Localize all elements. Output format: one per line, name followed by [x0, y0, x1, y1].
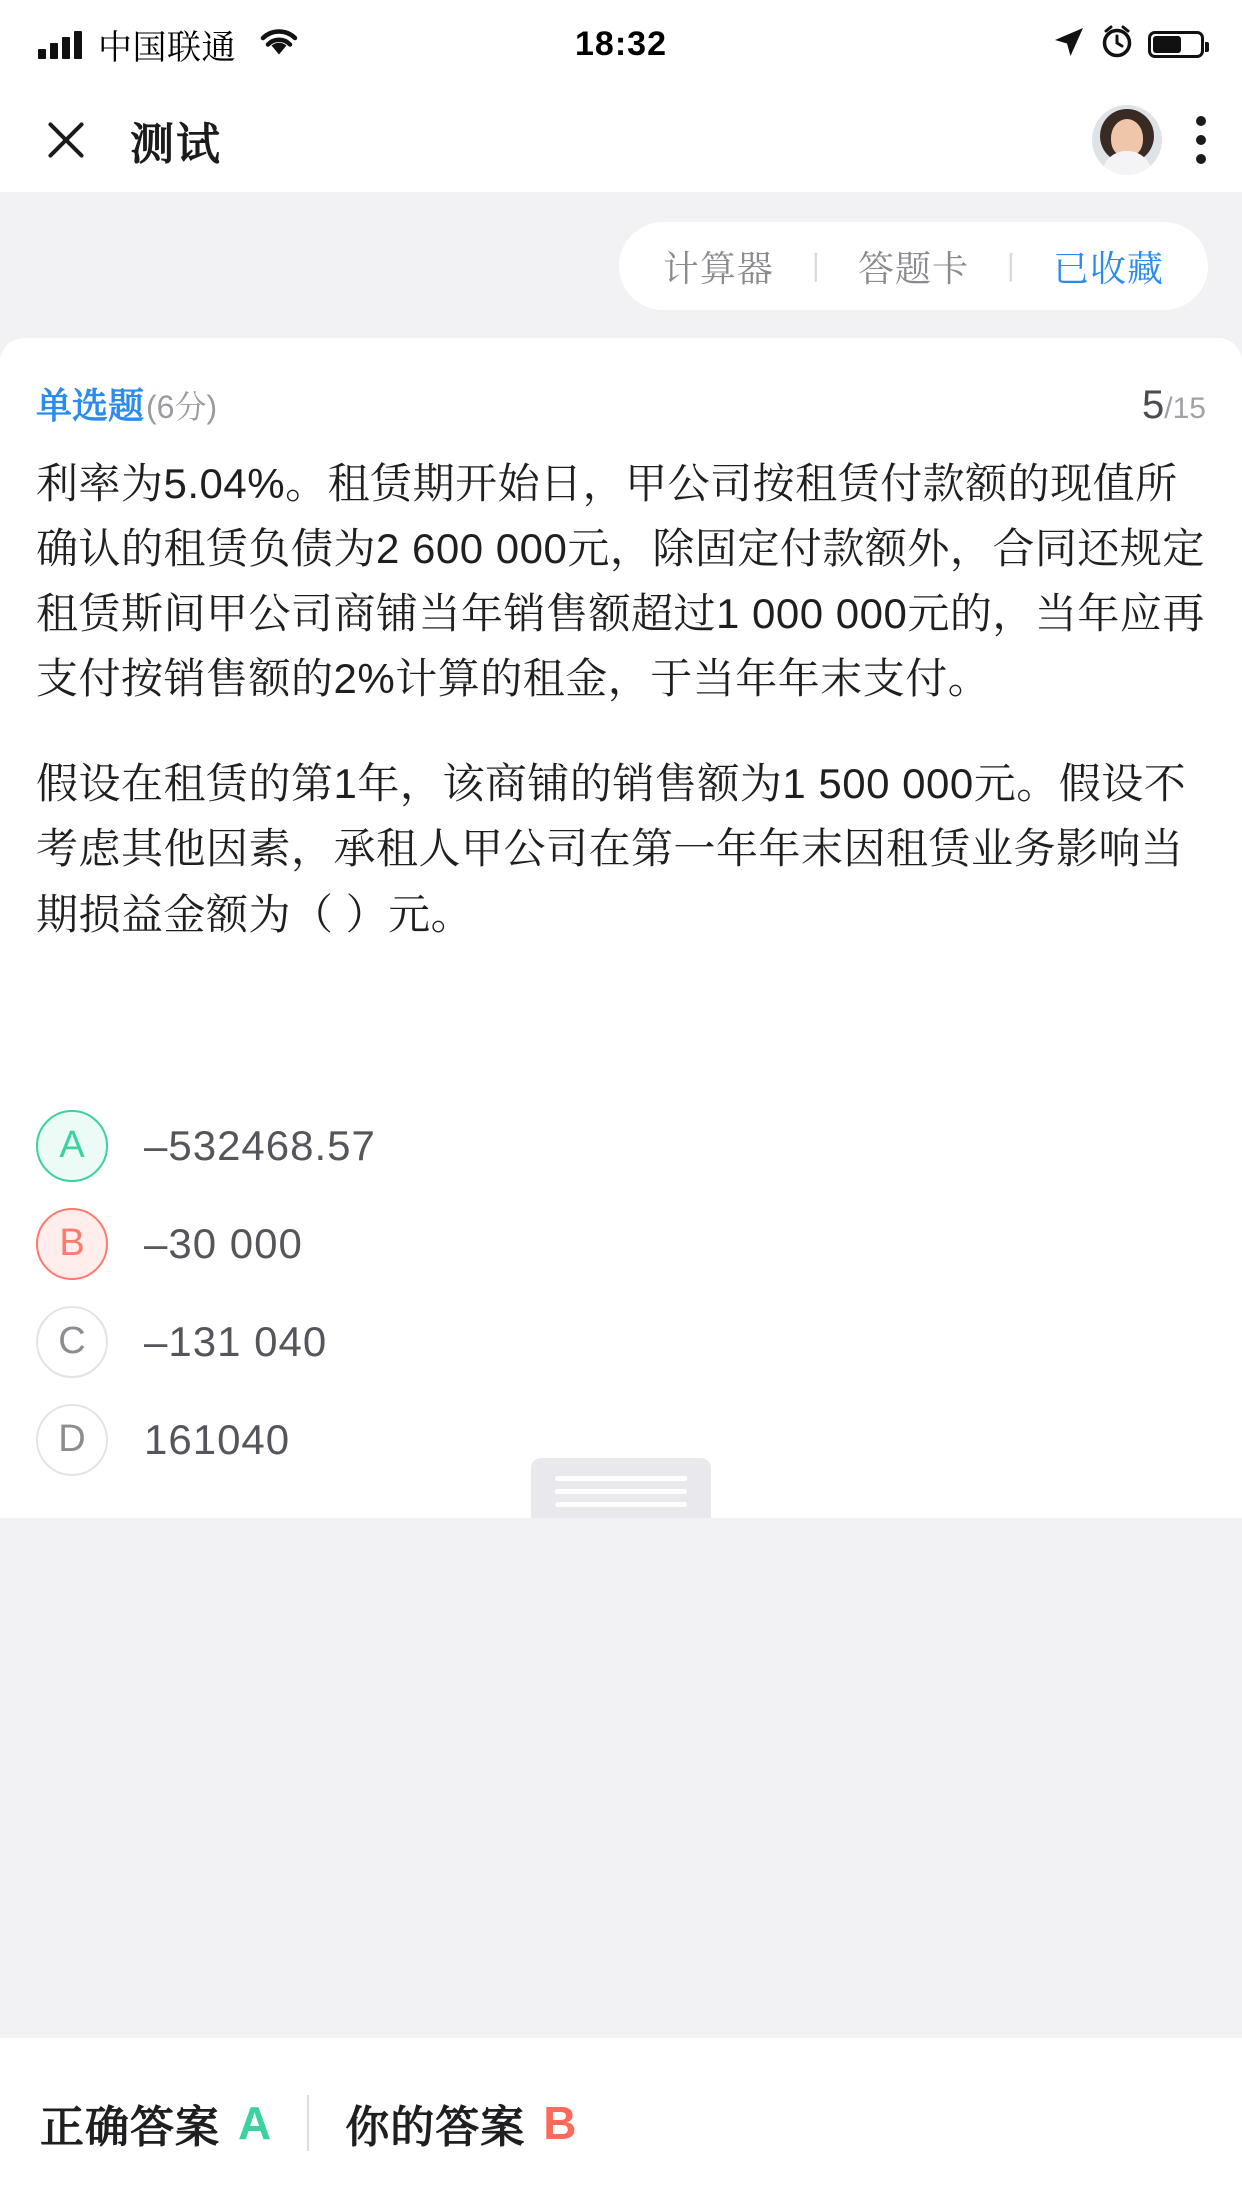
correct-answer-label: 正确答案 — [40, 2103, 220, 2152]
nav-bar — [0, 88, 1242, 192]
answer-bar-divider — [307, 2095, 309, 2151]
question-type-label: 单选题 — [36, 385, 145, 426]
option-b-badge: B — [36, 1208, 108, 1280]
option-a-text: –532468.57 — [144, 1121, 376, 1169]
your-answer-value: B — [543, 2097, 577, 2149]
avatar[interactable] — [1092, 105, 1162, 175]
toolbar-separator-1: 丨 — [799, 250, 832, 286]
toolbar-separator-2: 丨 — [994, 250, 1027, 286]
calculator-button[interactable]: 计算器 — [662, 247, 774, 289]
option-a[interactable] — [36, 1097, 1206, 1195]
correct-answer-value: A — [238, 2097, 272, 2149]
more-vertical-icon[interactable] — [1196, 116, 1206, 164]
question-card — [0, 338, 1242, 1518]
question-index-total: /15 — [1164, 392, 1206, 425]
drag-handle-container — [0, 1458, 1242, 1518]
question-body — [36, 451, 1206, 947]
question-index-current: 5 — [1142, 383, 1165, 427]
option-c-text: –131 040 — [144, 1317, 328, 1365]
answer-sheet-button[interactable]: 答题卡 — [857, 247, 969, 289]
question-toolbar — [619, 222, 1208, 310]
favorite-button[interactable]: 已收藏 — [1052, 247, 1164, 289]
question-header — [36, 378, 1206, 429]
battery-icon — [1148, 31, 1204, 58]
option-d-text: 161040 — [144, 1415, 291, 1463]
answer-bar — [0, 2038, 1242, 2208]
toolbar-container — [0, 192, 1242, 310]
question-score-label: (6分) — [146, 389, 218, 425]
option-c-badge: C — [36, 1306, 108, 1378]
your-answer-label: 你的答案 — [345, 2103, 526, 2152]
option-d-badge: D — [36, 1404, 108, 1476]
question-index — [1142, 383, 1206, 428]
question-paragraph-2: 假设在租赁的第1年，该商铺的销售额为1 500 000元。假设不考虑其他因素，承租人甲公司在第一年年末因租赁业务影响当期损益金额为（ ）元。 — [36, 760, 1187, 938]
sheet-drag-handle[interactable] — [531, 1458, 711, 1518]
your-answer-group — [345, 2091, 576, 2155]
nav-bar-right — [1092, 105, 1206, 175]
option-c[interactable] — [36, 1293, 1206, 1391]
status-bar — [0, 0, 1242, 88]
page-title: 测试 — [130, 119, 222, 169]
option-a-badge: A — [36, 1110, 108, 1182]
option-b-text: –30 000 — [144, 1219, 303, 1267]
status-bar-clock: 18:32 — [575, 24, 667, 63]
option-b[interactable] — [36, 1195, 1206, 1293]
options-list — [36, 1097, 1206, 1489]
correct-answer-group — [40, 2091, 271, 2155]
question-paragraph-1: 利率为5.04%。租赁期开始日，甲公司按租赁付款额的现值所确认的租赁负债为2 600 000元，除固定付款额外，合同还规定租赁斯间甲公司商铺当年销售额超过1 000 000元的，当年应再支付按销售额的2%计算的租金，于当年年末支付。 — [36, 460, 1205, 703]
carrier-label: 中国联通 — [98, 28, 236, 67]
close-icon[interactable] — [36, 110, 96, 170]
